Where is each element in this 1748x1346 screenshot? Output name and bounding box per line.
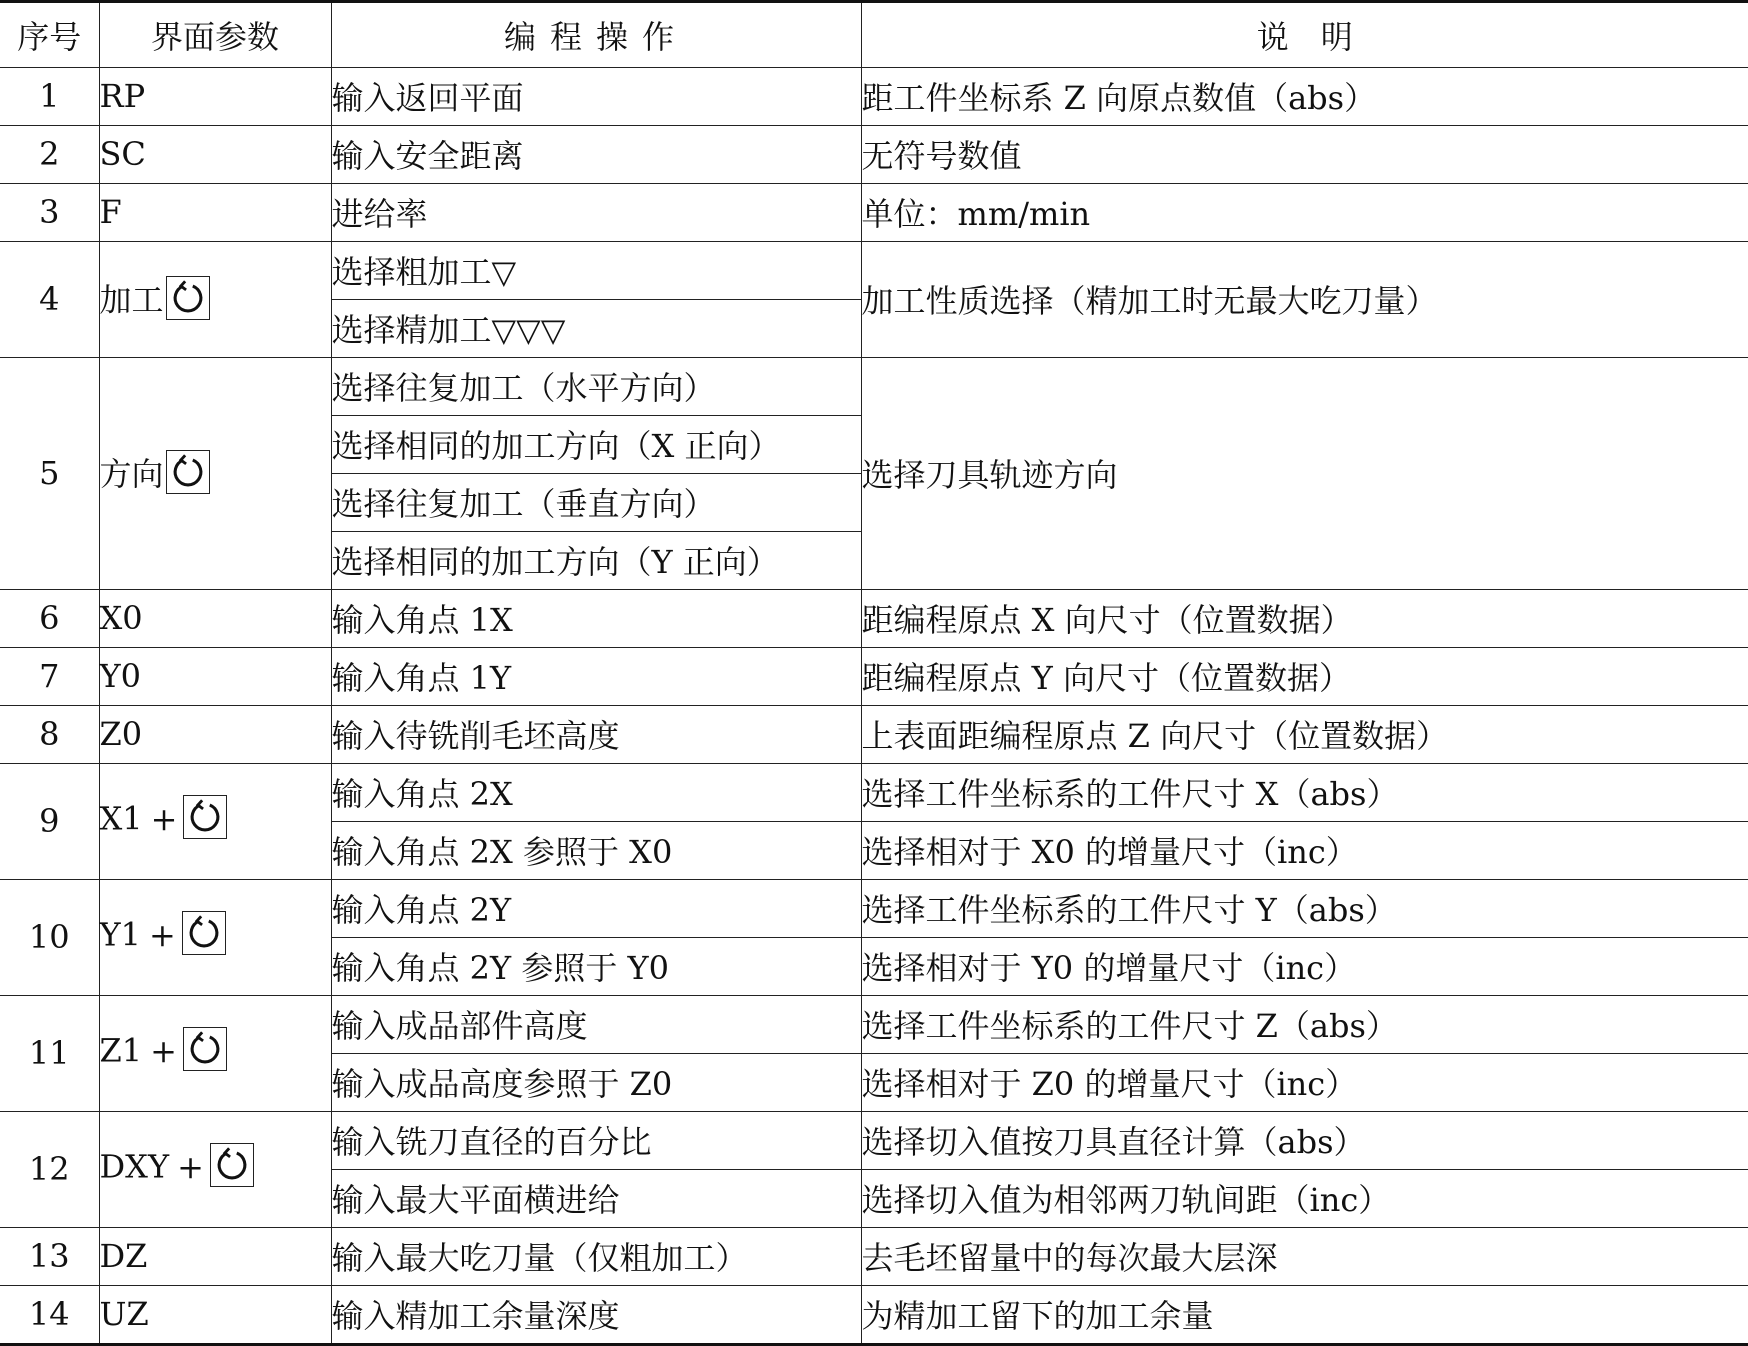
row-index: 4 <box>0 241 99 357</box>
interface-param <box>99 879 331 995</box>
table-row <box>0 125 1748 183</box>
circular-toggle-icon[interactable] <box>166 276 210 320</box>
operation-cell: 输入角点 2Y 参照于 Y0 <box>331 937 861 995</box>
description-cell: 加工性质选择（精加工时无最大吃刀量） <box>861 241 1748 357</box>
table-row <box>0 357 1748 415</box>
table-row <box>0 1285 1748 1344</box>
table-row <box>0 1111 1748 1169</box>
param-label: UZ <box>99 1295 149 1334</box>
row-index: 8 <box>0 705 99 763</box>
operation-cell: 输入待铣削毛坯高度 <box>331 705 861 763</box>
interface-param <box>99 1227 331 1285</box>
row-index: 7 <box>0 647 99 705</box>
row-index: 5 <box>0 357 99 589</box>
operation-cell: 输入角点 2Y <box>331 879 861 937</box>
description-cell: 选择相对于 X0 的增量尺寸（inc） <box>861 821 1748 879</box>
param-label: F <box>99 193 122 232</box>
description-cell: 选择切入值按刀具直径计算（abs） <box>861 1111 1748 1169</box>
interface-param <box>99 357 331 589</box>
operation-cell: 输入最大吃刀量（仅粗加工） <box>331 1227 861 1285</box>
param-label: Z0 <box>99 715 143 754</box>
row-index: 9 <box>0 763 99 879</box>
operation-cell: 输入角点 2X 参照于 X0 <box>331 821 861 879</box>
operation-cell: 选择精加工▽▽▽ <box>331 299 861 357</box>
operation-cell: 输入最大平面横进给 <box>331 1169 861 1227</box>
param-label: Z1 <box>99 1031 143 1070</box>
row-index: 11 <box>0 995 99 1111</box>
circular-toggle-icon[interactable] <box>166 450 210 494</box>
row-index: 6 <box>0 589 99 647</box>
description-cell: 去毛坯留量中的每次最大层深 <box>861 1227 1748 1285</box>
param-label: DZ <box>99 1237 148 1276</box>
table-row <box>0 589 1748 647</box>
param-label: 方向 <box>99 454 164 493</box>
row-index: 14 <box>0 1285 99 1344</box>
param-label: Y1 <box>99 915 141 954</box>
table-row <box>0 647 1748 705</box>
description-cell: 距编程原点 Y 向尺寸（位置数据） <box>861 647 1748 705</box>
table-row <box>0 68 1748 126</box>
operation-cell: 选择相同的加工方向（Y 正向） <box>331 531 861 589</box>
operation-cell: 输入角点 1Y <box>331 647 861 705</box>
interface-param <box>99 647 331 705</box>
param-label: 加工 <box>99 280 164 319</box>
plus-sign: + <box>150 799 178 838</box>
table-row <box>0 763 1748 821</box>
row-index: 3 <box>0 183 99 241</box>
table-row <box>0 705 1748 763</box>
circular-toggle-icon[interactable] <box>210 1143 254 1187</box>
circular-toggle-icon[interactable] <box>183 1027 227 1071</box>
description-cell: 选择工件坐标系的工件尺寸 X（abs） <box>861 763 1748 821</box>
operation-cell: 选择往复加工（垂直方向） <box>331 473 861 531</box>
interface-param <box>99 241 331 357</box>
interface-param <box>99 68 331 126</box>
description-cell: 上表面距编程原点 Z 向尺寸（位置数据） <box>861 705 1748 763</box>
description-cell: 无符号数值 <box>861 125 1748 183</box>
param-label: Y0 <box>99 657 141 696</box>
operation-cell: 选择往复加工（水平方向） <box>331 357 861 415</box>
operation-cell: 输入成品部件高度 <box>331 995 861 1053</box>
header-param: 界面参数 <box>99 2 331 68</box>
operation-cell: 进给率 <box>331 183 861 241</box>
operation-cell: 输入角点 1X <box>331 589 861 647</box>
plus-sign: + <box>150 1031 177 1070</box>
operation-cell: 选择相同的加工方向（X 正向） <box>331 415 861 473</box>
description-cell: 选择相对于 Z0 的增量尺寸（inc） <box>861 1053 1748 1111</box>
interface-param <box>99 705 331 763</box>
interface-param <box>99 125 331 183</box>
description-cell: 距编程原点 X 向尺寸（位置数据） <box>861 589 1748 647</box>
operation-cell: 输入铣刀直径的百分比 <box>331 1111 861 1169</box>
interface-param <box>99 1111 331 1227</box>
row-index: 2 <box>0 125 99 183</box>
table-row <box>0 241 1748 299</box>
circular-toggle-icon[interactable] <box>182 911 226 955</box>
operation-cell: 选择粗加工▽ <box>331 241 861 299</box>
interface-param <box>99 589 331 647</box>
description-cell: 选择工件坐标系的工件尺寸 Z（abs） <box>861 995 1748 1053</box>
param-label: X0 <box>99 599 143 638</box>
description-cell: 选择刀具轨迹方向 <box>861 357 1748 589</box>
operation-cell: 输入安全距离 <box>331 125 861 183</box>
table-row <box>0 879 1748 937</box>
interface-param <box>99 995 331 1111</box>
param-label: SC <box>99 135 146 174</box>
description-cell: 选择切入值为相邻两刀轨间距（inc） <box>861 1169 1748 1227</box>
plus-sign: + <box>177 1147 204 1186</box>
row-index: 10 <box>0 879 99 995</box>
table-row <box>0 183 1748 241</box>
plus-sign: + <box>148 915 176 954</box>
description-cell: 距工件坐标系 Z 向原点数值（abs） <box>861 68 1748 126</box>
operation-cell: 输入精加工余量深度 <box>331 1285 861 1344</box>
row-index: 12 <box>0 1111 99 1227</box>
table-body <box>0 68 1748 1345</box>
circular-toggle-icon[interactable] <box>183 795 227 839</box>
description-cell: 选择相对于 Y0 的增量尺寸（inc） <box>861 937 1748 995</box>
table-row <box>0 995 1748 1053</box>
description-cell: 单位：mm/min <box>861 183 1748 241</box>
header-description: 说 明 <box>861 2 1748 68</box>
param-label: RP <box>99 77 146 116</box>
operation-cell: 输入角点 2X <box>331 763 861 821</box>
description-cell: 选择工件坐标系的工件尺寸 Y（abs） <box>861 879 1748 937</box>
header-index: 序号 <box>0 2 99 68</box>
table-row <box>0 1227 1748 1285</box>
interface-param <box>99 763 331 879</box>
row-index: 13 <box>0 1227 99 1285</box>
row-index: 1 <box>0 68 99 126</box>
param-label: X1 <box>99 799 143 838</box>
header-row <box>0 2 1748 68</box>
operation-cell: 输入返回平面 <box>331 68 861 126</box>
param-label: DXY <box>99 1147 170 1186</box>
interface-param <box>99 1285 331 1344</box>
operation-cell: 输入成品高度参照于 Z0 <box>331 1053 861 1111</box>
description-cell: 为精加工留下的加工余量 <box>861 1285 1748 1344</box>
header-operation: 编程操作 <box>331 2 861 68</box>
interface-param <box>99 183 331 241</box>
